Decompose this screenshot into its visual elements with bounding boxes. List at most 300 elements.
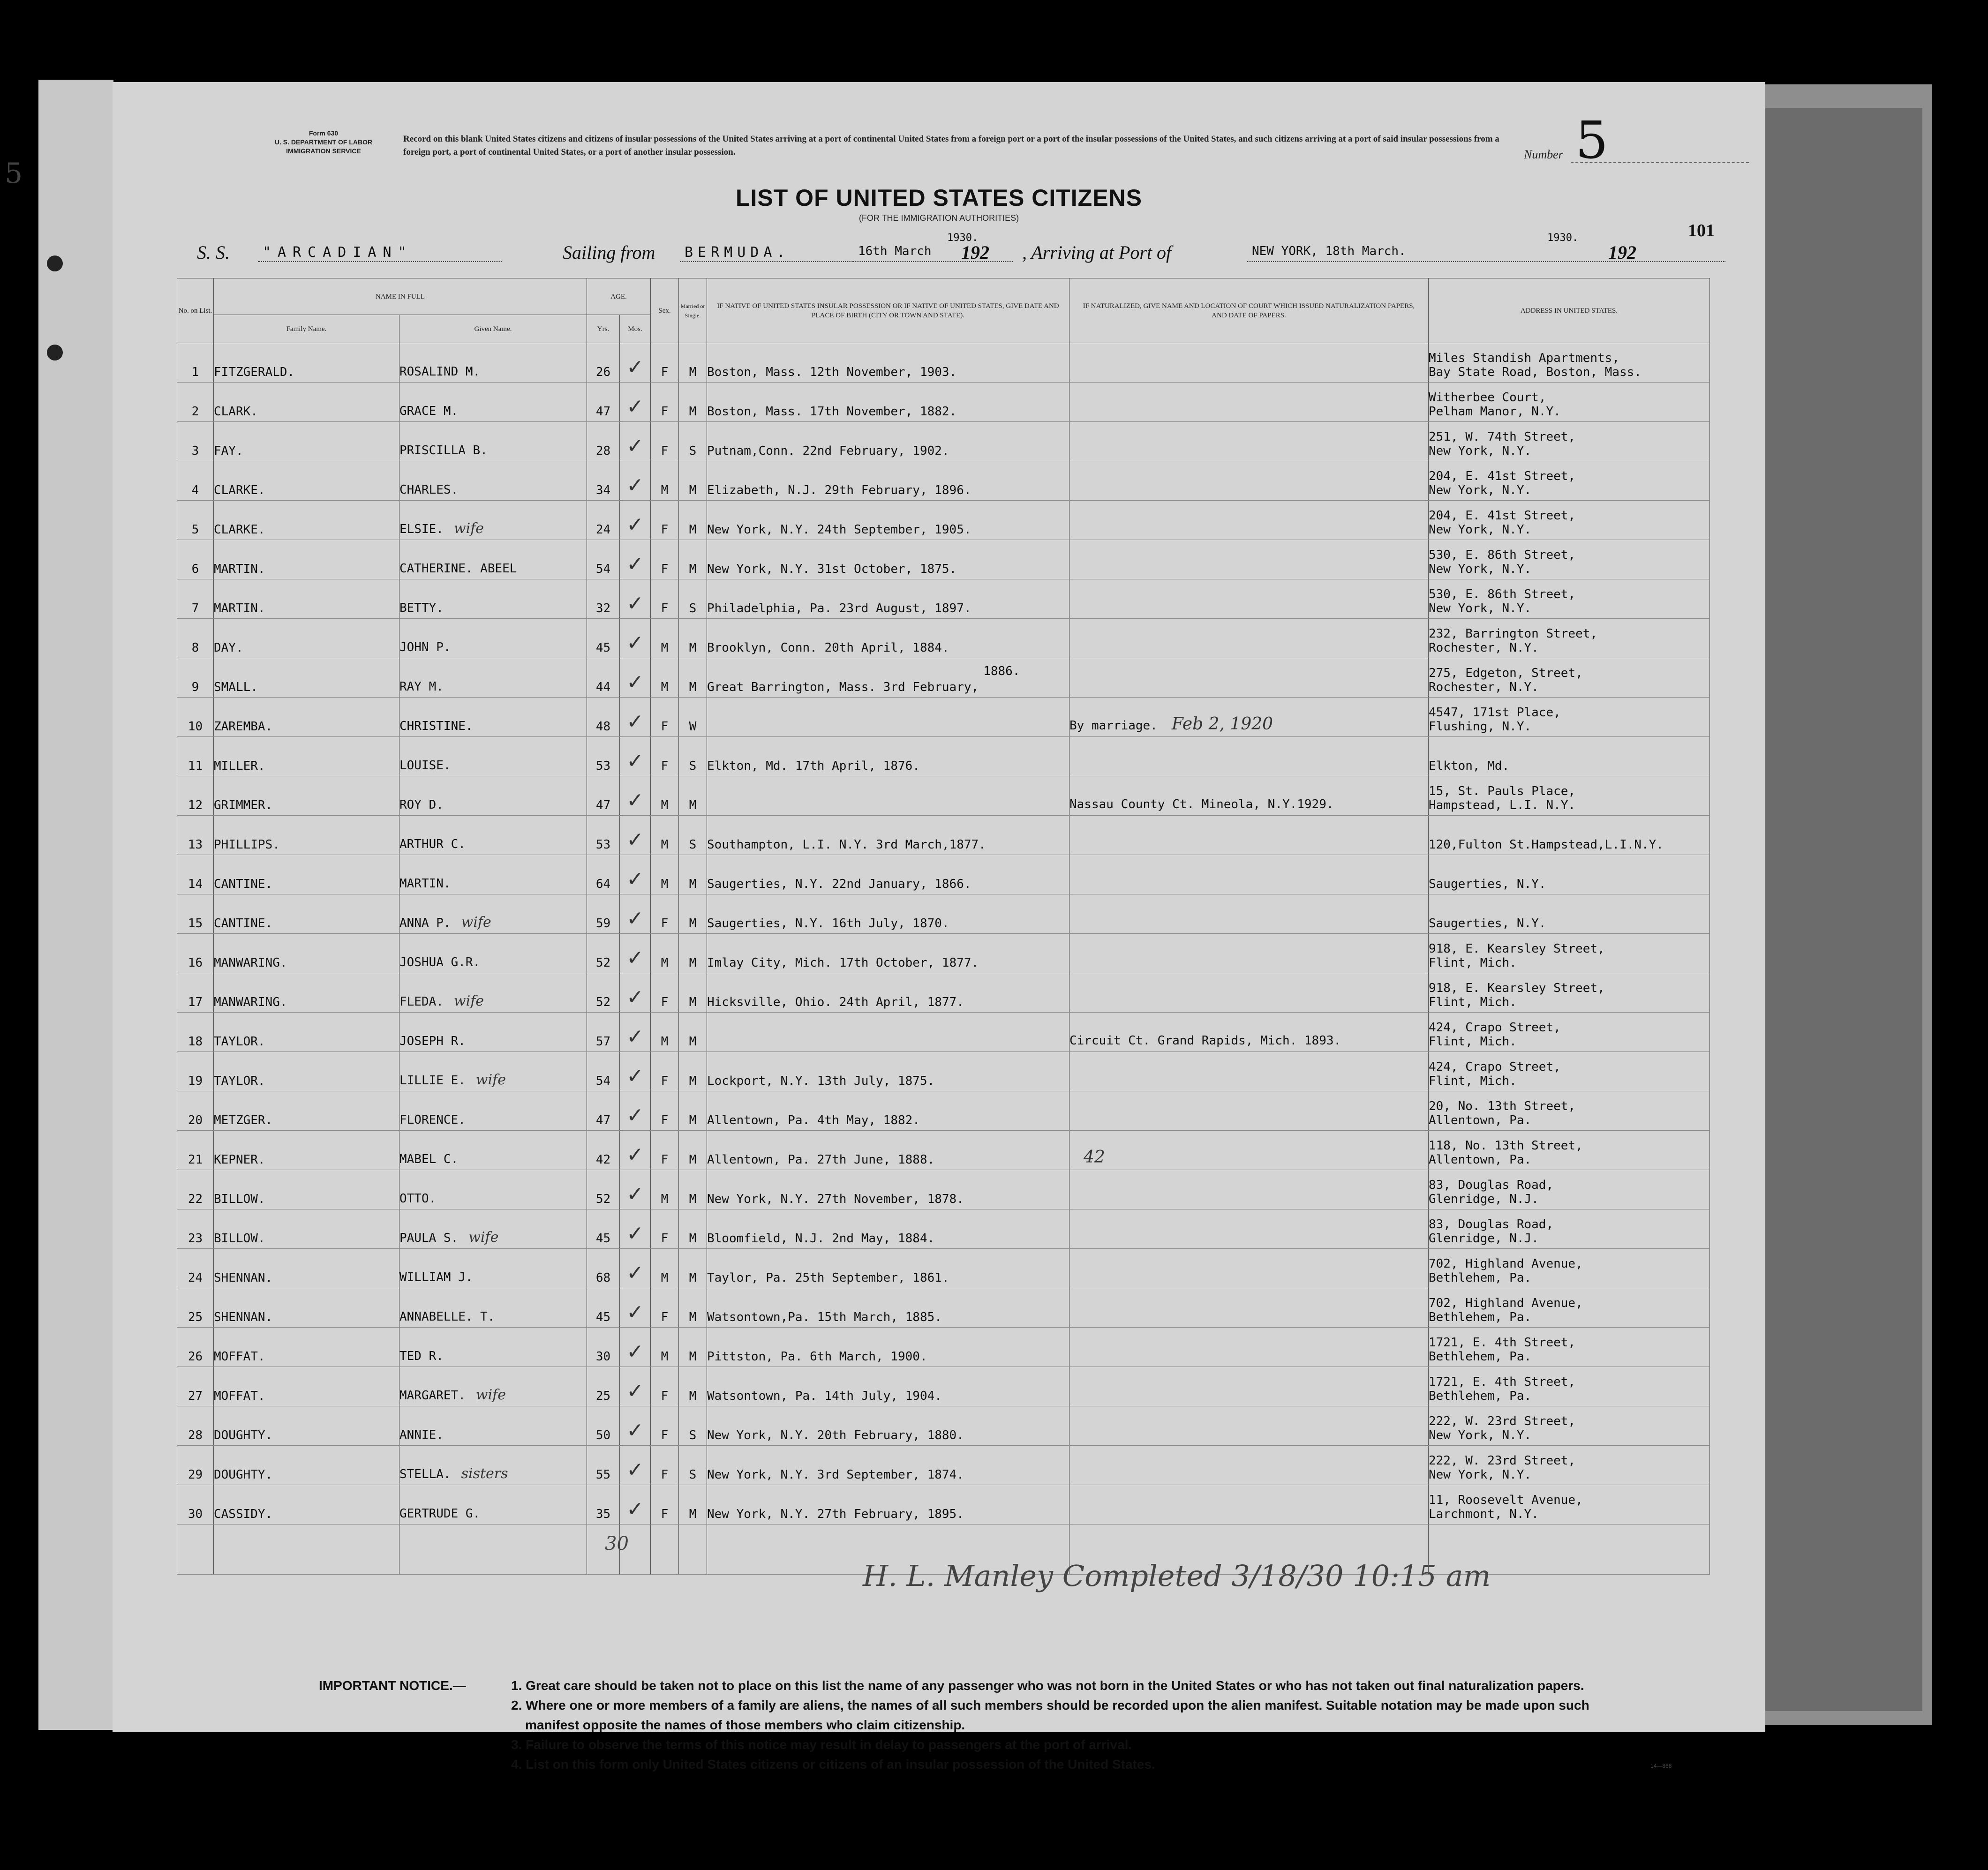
naturalization <box>1069 1209 1429 1249</box>
age-years <box>587 1091 620 1131</box>
marital-status <box>679 579 707 619</box>
naturalization <box>1069 1249 1429 1288</box>
given-name <box>399 698 587 737</box>
age-months-check <box>620 1367 651 1406</box>
table-row <box>177 1052 1710 1091</box>
family-name <box>214 855 399 894</box>
row-number-text: 21 <box>188 1153 203 1167</box>
sex-text: M <box>661 798 669 812</box>
notice-item-2-cont: manifest opposite the names of those members who claim citizenship. <box>525 1718 965 1732</box>
age-months-check-text: ✓ <box>626 1064 644 1088</box>
age-months-check-text: ✓ <box>626 1458 644 1482</box>
family-name-text: DAY. <box>214 641 243 655</box>
table-row <box>177 737 1710 776</box>
row-number-text: 10 <box>188 720 203 734</box>
row-number-text: 23 <box>188 1232 203 1246</box>
row-number <box>177 1288 214 1328</box>
sex <box>651 619 679 658</box>
age-years-text: 44 <box>595 680 611 694</box>
binding-margin <box>38 80 113 1730</box>
birth-place-date-text: Putnam,Conn. 22nd February, 1902. <box>707 444 949 458</box>
marital-status-text: M <box>689 1192 697 1206</box>
age-months-check <box>620 894 651 934</box>
address-line-2: Larchmont, N.Y. <box>1429 1507 1539 1521</box>
age-months-check <box>620 934 651 973</box>
marital-status-text: W <box>689 720 697 734</box>
address-line-1: 702, Highland Avenue, <box>1429 1296 1583 1310</box>
given-name <box>399 1485 587 1525</box>
table-row <box>177 855 1710 894</box>
handwritten-naturalization-note: 42 <box>1084 1148 1105 1167</box>
row-number-text: 29 <box>188 1468 203 1482</box>
sex <box>651 1288 679 1328</box>
birth-place-date <box>707 855 1069 894</box>
address-line-2: Bethlehem, Pa. <box>1429 1271 1532 1285</box>
port-to-line <box>1247 261 1725 262</box>
sex <box>651 894 679 934</box>
given-name-text: STELLA. <box>399 1467 451 1481</box>
port-from: BERMUDA. <box>685 244 790 261</box>
marital-status-text: M <box>689 1271 697 1285</box>
birth-place-date <box>707 501 1069 540</box>
family-name <box>214 1249 399 1288</box>
address <box>1429 894 1710 934</box>
age-years-text: 54 <box>595 1074 611 1088</box>
age-years <box>587 973 620 1013</box>
address-line-2: Allentown, Pa. <box>1429 1153 1532 1167</box>
sex <box>651 1052 679 1091</box>
age-years-text: 52 <box>595 956 611 970</box>
given-name-text: ANNABELLE. T. <box>399 1310 495 1324</box>
family-name <box>214 973 399 1013</box>
marital-status-text: M <box>689 1389 697 1403</box>
family-name-text: SHENNAN. <box>214 1271 273 1285</box>
address-line-2: New York, N.Y. <box>1429 601 1532 616</box>
naturalization <box>1069 1131 1429 1170</box>
row-number <box>177 343 214 383</box>
address-line-2: Bay State Road, Boston, Mass. <box>1429 365 1642 379</box>
address-line-1: 424, Crapo Street, <box>1429 1060 1561 1074</box>
birth-place-date <box>707 540 1069 579</box>
sex <box>651 658 679 698</box>
age-months-check-text: ✓ <box>626 395 644 419</box>
family-name-text: CANTINE. <box>214 877 273 891</box>
given-name-text: ANNIE. <box>399 1428 444 1442</box>
row-number-text: 3 <box>191 444 199 458</box>
given-name-text: GRACE M. <box>399 404 459 418</box>
family-name <box>214 658 399 698</box>
row-number <box>177 1209 214 1249</box>
notice-item-2: 2. Where one or more members of a family are aliens, the names of all such members should be recorded upon the alien manifest. Suitable notation may be made upon such <box>511 1698 1589 1712</box>
sex <box>651 1249 679 1288</box>
age-months-check <box>620 1013 651 1052</box>
family-name <box>214 1131 399 1170</box>
port-to: NEW YORK, 18th March. <box>1252 244 1406 258</box>
row-number-text: 6 <box>191 562 199 576</box>
family-name-text: GRIMMER. <box>214 798 273 812</box>
address <box>1429 422 1710 461</box>
sex <box>651 1013 679 1052</box>
sex <box>651 1091 679 1131</box>
birth-place-date <box>707 383 1069 422</box>
row-number-text: 14 <box>188 877 203 891</box>
birth-place-date <box>707 461 1069 501</box>
naturalization <box>1069 540 1429 579</box>
sex <box>651 1367 679 1406</box>
row-number <box>177 579 214 619</box>
address <box>1429 737 1710 776</box>
sex-text: F <box>661 916 669 931</box>
age-years <box>587 698 620 737</box>
age-months-check-text: ✓ <box>626 631 644 655</box>
age-years <box>587 1328 620 1367</box>
age-months-check-text: ✓ <box>626 867 644 891</box>
sex-text: M <box>661 483 669 497</box>
row-number <box>177 383 214 422</box>
row-number <box>177 973 214 1013</box>
blank-cell <box>177 1525 214 1575</box>
marital-status <box>679 461 707 501</box>
row-number <box>177 855 214 894</box>
given-name <box>399 422 587 461</box>
marital-status-text: M <box>689 877 697 891</box>
given-name-text: LILLIE E. <box>399 1074 466 1088</box>
marital-status-text: S <box>689 444 697 458</box>
address <box>1429 1131 1710 1170</box>
family-name <box>214 579 399 619</box>
col-header-naturalized: IF NATURALIZED, GIVE NAME AND LOCATION OF COURT WHICH ISSUED NATURALIZATION PAPERS, AND DATE OF PAPERS. <box>1069 278 1429 343</box>
address <box>1429 698 1710 737</box>
address <box>1429 501 1710 540</box>
punch-hole <box>47 255 63 271</box>
age-years-text: 50 <box>595 1428 611 1442</box>
birth-place-date-text: Boston, Mass. 12th November, 1903. <box>707 365 957 379</box>
birth-place-date-text: Elkton, Md. 17th April, 1876. <box>707 759 920 773</box>
sex-text: M <box>661 1271 669 1285</box>
marital-status <box>679 658 707 698</box>
sex <box>651 934 679 973</box>
family-name <box>214 934 399 973</box>
form-number-line: Form 630 <box>309 129 339 137</box>
given-name <box>399 816 587 855</box>
given-name <box>399 1170 587 1209</box>
table-row <box>177 816 1710 855</box>
age-years-text: 26 <box>595 365 611 379</box>
margin-mark: 5 <box>5 157 23 190</box>
marital-status <box>679 1406 707 1446</box>
birth-place-date <box>707 1170 1069 1209</box>
naturalization <box>1069 1367 1429 1406</box>
address <box>1429 816 1710 855</box>
sex <box>651 816 679 855</box>
family-name <box>214 383 399 422</box>
birth-place-date-text: Pittston, Pa. 6th March, 1900. <box>707 1350 927 1364</box>
age-years-text: 28 <box>595 444 611 458</box>
address-line-1: 530, E. 86th Street, <box>1429 548 1576 562</box>
family-name <box>214 540 399 579</box>
birth-place-date-text: Boston, Mass. 17th November, 1882. <box>707 405 957 419</box>
row-number-text: 2 <box>191 405 199 419</box>
age-months-check-text: ✓ <box>626 355 644 379</box>
marital-status-text: M <box>689 1035 697 1049</box>
row-number-text: 4 <box>191 483 199 497</box>
table-row <box>177 383 1710 422</box>
sex-text: M <box>661 877 669 891</box>
age-months-check <box>620 776 651 816</box>
table-row <box>177 1209 1710 1249</box>
address-line-1: Miles Standish Apartments, <box>1429 351 1619 365</box>
address-line-1: 222, W. 23rd Street, <box>1429 1454 1576 1468</box>
family-name <box>214 1052 399 1091</box>
age-years-text: 24 <box>595 523 611 537</box>
row-number-text: 19 <box>188 1074 203 1088</box>
handwritten-relation-note: wife <box>461 914 491 931</box>
age-years-text: 47 <box>595 405 611 419</box>
row-number <box>177 461 214 501</box>
marital-status <box>679 422 707 461</box>
age-months-check <box>620 1170 651 1209</box>
address-line-2: Flint, Mich. <box>1429 1074 1517 1088</box>
sex-text: M <box>661 838 669 852</box>
row-number-text: 11 <box>188 759 203 773</box>
footer-code: 14—868 <box>1650 1763 1672 1769</box>
row-number <box>177 698 214 737</box>
address-line-2: New York, N.Y. <box>1429 1428 1532 1442</box>
sex-text: F <box>661 1389 669 1403</box>
age-months-check <box>620 1131 651 1170</box>
age-months-check <box>620 1328 651 1367</box>
address-line-1: 20, No. 13th Street, <box>1429 1099 1576 1113</box>
marital-status <box>679 1052 707 1091</box>
sex <box>651 973 679 1013</box>
marital-status <box>679 501 707 540</box>
address-line-2: Elkton, Md. <box>1429 759 1510 773</box>
marital-status-text: S <box>689 1468 697 1482</box>
birth-place-date-text: Saugerties, N.Y. 22nd January, 1866. <box>707 877 971 891</box>
family-name-text: DOUGHTY. <box>214 1468 273 1482</box>
age-months-check-text: ✓ <box>626 592 644 616</box>
service-line: IMMIGRATION SERVICE <box>286 147 361 155</box>
age-months-check <box>620 383 651 422</box>
handwritten-relation-note: wife <box>475 1387 506 1403</box>
naturalization <box>1069 1052 1429 1091</box>
sex-text: F <box>661 523 669 537</box>
family-name <box>214 1446 399 1485</box>
sex-text: F <box>661 720 669 734</box>
address <box>1429 619 1710 658</box>
sex-text: F <box>661 601 669 616</box>
sex-text: F <box>661 562 669 576</box>
age-months-check-text: ✓ <box>626 434 644 458</box>
row-number <box>177 501 214 540</box>
family-name <box>214 461 399 501</box>
family-name-text: CLARKE. <box>214 483 265 497</box>
birth-place-date-text: New York, N.Y. 20th February, 1880. <box>707 1428 964 1442</box>
age-months-check <box>620 540 651 579</box>
age-months-check <box>620 1249 651 1288</box>
family-name-text: MILLER. <box>214 759 265 773</box>
address <box>1429 934 1710 973</box>
row-number <box>177 1013 214 1052</box>
sex <box>651 776 679 816</box>
marital-status <box>679 816 707 855</box>
arriving-label: , Arriving at Port of <box>1022 242 1172 263</box>
family-name <box>214 776 399 816</box>
address <box>1429 1091 1710 1131</box>
age-months-check-text: ✓ <box>626 1497 644 1521</box>
address-line-1: 702, Highland Avenue, <box>1429 1257 1583 1271</box>
naturalization <box>1069 1013 1429 1052</box>
table-row <box>177 540 1710 579</box>
address-line-1: 204, E. 41st Street, <box>1429 469 1576 483</box>
address-line-2: Bethlehem, Pa. <box>1429 1389 1532 1403</box>
col-header-yrs: Yrs. <box>587 315 620 343</box>
marital-status <box>679 1446 707 1485</box>
address <box>1429 579 1710 619</box>
address-line-1: 251, W. 74th Street, <box>1429 430 1576 444</box>
sex <box>651 1446 679 1485</box>
naturalization <box>1069 1406 1429 1446</box>
row-number-text: 27 <box>188 1389 203 1403</box>
age-months-check <box>620 698 651 737</box>
table-row <box>177 1485 1710 1525</box>
marital-status <box>679 1485 707 1525</box>
row-number <box>177 1091 214 1131</box>
age-years-text: 53 <box>595 838 611 852</box>
address <box>1429 343 1710 383</box>
address <box>1429 1209 1710 1249</box>
age-months-check <box>620 1288 651 1328</box>
family-name-text: SHENNAN. <box>214 1310 273 1324</box>
given-name-text: BETTY. <box>399 601 444 615</box>
table-row <box>177 579 1710 619</box>
naturalization <box>1069 1170 1429 1209</box>
given-name <box>399 383 587 422</box>
birth-place-date <box>707 816 1069 855</box>
address-line-2: Hampstead, L.I. N.Y. <box>1429 798 1576 812</box>
punch-hole <box>47 345 63 360</box>
given-name <box>399 1367 587 1406</box>
sex-text: F <box>661 1113 669 1127</box>
page-subtitle: (FOR THE IMMIGRATION AUTHORITIES) <box>858 213 1019 223</box>
form-number <box>258 129 389 156</box>
address-line-2: Flint, Mich. <box>1429 1035 1517 1049</box>
marital-status-text: S <box>689 838 697 852</box>
address <box>1429 1406 1710 1446</box>
address-line-1: 918, E. Kearsley Street, <box>1429 981 1605 995</box>
marital-status-text: M <box>689 1113 697 1127</box>
age-years-text: 47 <box>595 1113 611 1127</box>
address-line-2: Rochester, N.Y. <box>1429 680 1539 694</box>
table-row <box>177 934 1710 973</box>
family-name-text: ZAREMBA. <box>214 720 273 734</box>
family-name <box>214 894 399 934</box>
row-number <box>177 737 214 776</box>
port-from-line <box>680 261 853 262</box>
row-number-text: 22 <box>188 1192 203 1206</box>
given-name <box>399 343 587 383</box>
given-name <box>399 1209 587 1249</box>
given-name <box>399 855 587 894</box>
address-line-2: Bethlehem, Pa. <box>1429 1350 1532 1364</box>
age-years <box>587 816 620 855</box>
row-number-text: 26 <box>188 1350 203 1364</box>
family-name-text: BILLOW. <box>214 1192 265 1206</box>
marital-status-text: M <box>689 1232 697 1246</box>
age-months-check-text: ✓ <box>626 513 644 537</box>
family-name-text: CLARKE. <box>214 523 265 537</box>
naturalization <box>1069 658 1429 698</box>
birth-place-date-text: Imlay City, Mich. 17th October, 1877. <box>707 956 979 970</box>
table-row <box>177 894 1710 934</box>
age-months-check-text: ✓ <box>626 1340 644 1364</box>
family-name <box>214 1091 399 1131</box>
given-name-text: FLORENCE. <box>399 1113 466 1127</box>
sex-text: F <box>661 405 669 419</box>
birth-place-date <box>707 1328 1069 1367</box>
birth-place-date <box>707 1485 1069 1525</box>
sex <box>651 343 679 383</box>
birth-place-date <box>707 973 1069 1013</box>
given-name-text: ANNA P. <box>399 916 451 930</box>
arrive-year-print: 192 <box>1608 242 1636 263</box>
address-line-2: Pelham Manor, N.Y. <box>1429 405 1561 419</box>
naturalization-text: Nassau County Ct. Mineola, N.Y.1929. <box>1069 797 1334 811</box>
family-name <box>214 1209 399 1249</box>
col-header-address: ADDRESS IN UNITED STATES. <box>1429 278 1710 343</box>
age-months-check-text: ✓ <box>626 1025 644 1049</box>
marital-status <box>679 540 707 579</box>
address-line-2: Allentown, Pa. <box>1429 1113 1532 1127</box>
sex <box>651 855 679 894</box>
sex-text: F <box>661 365 669 379</box>
marital-status <box>679 934 707 973</box>
given-name-text: ROSALIND M. <box>399 365 481 379</box>
marital-status <box>679 1131 707 1170</box>
age-months-check <box>620 461 651 501</box>
table-row <box>177 1328 1710 1367</box>
handwritten-relation-note: sisters <box>461 1465 508 1482</box>
table-row <box>177 1170 1710 1209</box>
age-years-text: 47 <box>595 798 611 812</box>
address-line-1: 424, Crapo Street, <box>1429 1021 1561 1035</box>
sex-text: M <box>661 1350 669 1364</box>
col-header-married: Married or Single. <box>679 278 707 343</box>
row-number <box>177 1485 214 1525</box>
age-years-text: 52 <box>595 1192 611 1206</box>
marital-status-text: M <box>689 523 697 537</box>
arrive-year: 1930. <box>1547 232 1579 244</box>
address-line-1: 4547, 171st Place, <box>1429 706 1561 720</box>
given-name-text: JOHN P. <box>399 640 451 654</box>
family-name <box>214 1367 399 1406</box>
row-number <box>177 619 214 658</box>
marital-status <box>679 1288 707 1328</box>
birth-place-date <box>707 1131 1069 1170</box>
given-name-text: PRISCILLA B. <box>399 443 488 458</box>
sex-text: F <box>661 1428 669 1442</box>
age-years <box>587 1209 620 1249</box>
age-months-check <box>620 1485 651 1525</box>
naturalization <box>1069 934 1429 973</box>
birth-place-date <box>707 1446 1069 1485</box>
age-years-text: 32 <box>595 601 611 616</box>
address <box>1429 1288 1710 1328</box>
marital-status <box>679 1249 707 1288</box>
age-years <box>587 1052 620 1091</box>
age-years-text: 45 <box>595 641 611 655</box>
marital-status-text: S <box>689 601 697 616</box>
